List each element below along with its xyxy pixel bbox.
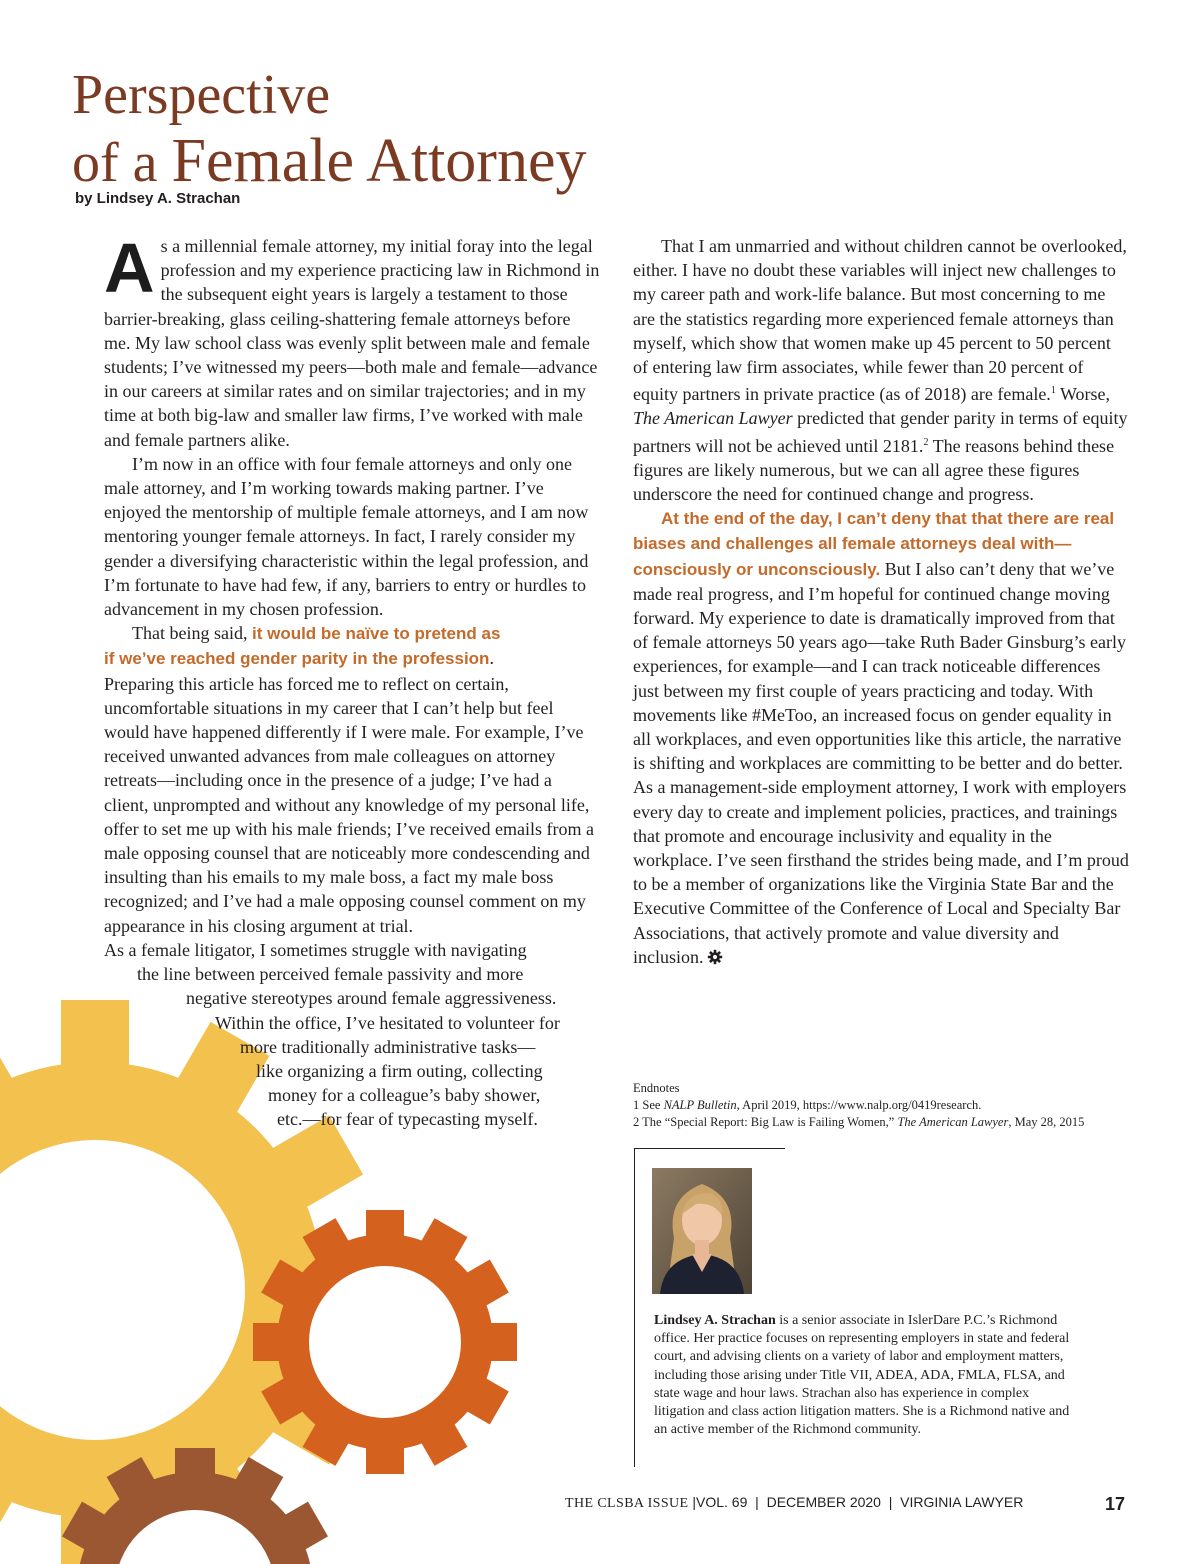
wrap-line: etc.—for fear of typecasting myself. xyxy=(277,1109,538,1130)
page-footer xyxy=(565,1494,1023,1512)
paragraph xyxy=(633,506,1129,969)
footer-separator: | xyxy=(692,1494,696,1510)
paragraph xyxy=(633,234,1129,506)
wrap-line: money for a colleague’s baby shower, xyxy=(268,1085,541,1106)
byline: by Lindsey A. Strachan xyxy=(75,190,241,207)
footer-volume: VOL. 69 xyxy=(696,1494,748,1510)
bio-text: is a senior associate in IslerDare P.C.’s Richmond office. Her practice focuses on representing employers in state and federal court, and advising clients on a variety of labor and employment matters, including those arising under Title VII, ADEA, ADA, FMLA, FLSA, and state wage and hour laws. Strachan also has experience in complex litigation and class action litigation matters. She is a Richmond native and an active member of the Richmond community. xyxy=(654,1313,1070,1438)
footer-date: DECEMBER 2020 xyxy=(766,1494,881,1510)
paragraph-text: s a millennial female attorney, my initial foray into the legal profession and my experience practicing law in Richmond in the subsequent eight years is largely a testament to those barrier-breaking, glass ceiling-shattering female attorneys before me. My law school class was evenly split between male and female students; I’ve witnessed my peers—both male and female—advance in our careers at similar rates and on similar trajectories; and in my time at both big-law and smaller law firms, I’ve worked with male and female partners alike. xyxy=(104,236,600,450)
footer-separator: | xyxy=(755,1494,759,1510)
publication-name: The American Lawyer xyxy=(633,408,793,429)
author-photo xyxy=(652,1168,752,1294)
title-line-1: Perspective xyxy=(72,64,331,126)
paragraph-text: That I am unmarried and without children cannot be overlooked, either. I have no doubt these variables will inject new challenges to my career path and work-life balance. But most concerning to me are the statistics regarding more experienced female attorneys than myself, which show that women make up 45 percent to 50 percent of entering law firm associates, while fewer than 20 percent of equity partners in private practice (as of 2018) are female. xyxy=(633,236,1127,405)
endnote-text: , May 28, 2015 xyxy=(1008,1115,1085,1129)
pull-highlight: if we’ve reached gender parity in the profession xyxy=(104,649,490,669)
footnote-ref[interactable]: 2 xyxy=(923,436,929,448)
paragraph-text: I’m now in an office with four female attorneys and only one male attorney, and I’m working towards making partner. I’ve enjoyed the mentorship of multiple female attorneys, and I am now mentoring younger female attorneys. In fact, I rarely consider my gender a diversifying characteristic within the legal profession, and I’m fortunate to have had few, if any, barriers to entry or hurdles to advancement in my chosen profession. xyxy=(104,453,589,620)
endnote-2 xyxy=(633,1114,1084,1131)
paragraph-text: predicted that gender parity in terms of equity partners will not be achieved until 2181. xyxy=(633,408,1128,456)
endnote-1 xyxy=(633,1097,1084,1114)
endnotes xyxy=(633,1080,1084,1131)
footer-issue: THE CLSBA ISSUE xyxy=(565,1496,689,1511)
paragraph xyxy=(104,229,600,452)
wrap-line: more traditionally administrative tasks— xyxy=(240,1036,536,1057)
right-column xyxy=(633,234,1129,969)
pull-highlight: it would be naïve to pretend as xyxy=(251,624,501,644)
title-line-2-main: Female Attorney xyxy=(171,127,587,195)
endnote-text: 2 The “Special Report: Big Law is Failing Women,” xyxy=(633,1115,898,1129)
paragraph xyxy=(104,621,600,938)
paragraph-text: But I also can’t deny that we’ve made real progress, and I’m hopeful for continued change moving forward. My experience to date is dramatically improved from that of female attorneys 50 years ago—take Ruth Bader Ginsburg’s early experiences, for example—and I can track noticeable differences just between my first couple of years practicing and today. With movements like #MeToo, an increased focus on gender equality in all workplaces, and even opportunities like this article, the narrative is shifting and workplaces are committing to be better and do better. As a management-side employment attorney, I work with employers every day to create and implement policies, practices, and trainings that promote and encourage inclusivity and equality in the workplace. I’ve seen firsthand the strides being made, and I’m proud to be a member of organizations like the Virginia State Bar and the Executive Committee of the Conference of Local and Specialty Bar Associations, that actively promote and value diversity and inclusion. xyxy=(633,558,1129,967)
title-line-2-prefix: of a xyxy=(72,132,172,194)
endnote-publication: NALP Bulletin xyxy=(663,1098,737,1112)
drop-cap: A xyxy=(104,229,155,307)
wrap-line: negative stereotypes around female aggressiveness. xyxy=(186,988,557,1009)
paragraph-text: That being said, xyxy=(132,623,252,644)
paragraph-text: Worse, xyxy=(1055,384,1111,405)
endnote-text: 1 See xyxy=(633,1098,664,1112)
footnote-ref[interactable]: 1 xyxy=(1050,385,1056,397)
end-gear-icon xyxy=(707,949,723,965)
endnote-publication: The American Lawyer xyxy=(897,1115,1009,1129)
endnote-text[interactable]: , April 2019, https://www.nalp.org/0419research. xyxy=(736,1098,982,1112)
wrap-line: like organizing a firm outing, collecting xyxy=(256,1060,543,1081)
wrap-line: As a female litigator, I sometimes struggle with navigating xyxy=(104,939,527,960)
wrap-line: Within the office, I’ve hesitated to volunteer for xyxy=(215,1012,560,1033)
footer-magazine: VIRGINIA LAWYER xyxy=(900,1494,1024,1510)
gear-wrapped-text xyxy=(104,938,600,1132)
author-bio xyxy=(654,1312,1074,1439)
paragraph xyxy=(104,452,600,621)
paragraph-text: The reasons behind these figures are likely numerous, but we can all agree these figures underscore the need for continued change and progress. xyxy=(633,435,1115,505)
paragraph-text: . xyxy=(489,648,494,669)
author-name: Lindsey A. Strachan xyxy=(654,1313,776,1328)
left-column xyxy=(104,229,600,1132)
article-title xyxy=(72,62,586,196)
wrap-line: the line between perceived female passivity and more xyxy=(137,964,524,985)
endnotes-heading: Endnotes xyxy=(633,1081,680,1095)
paragraph-text: Preparing this article has forced me to reflect on certain, uncomfortable situations in my career that I can’t help but feel would have happened differently if I were male. For example, I’ve received unwanted advances from male colleagues on attorney retreats—including once in the presence of a judge; I’ve had a client, unprompted and without any knowledge of my personal life, offer to set me up with his male friends; I’ve received emails from a male opposing counsel that are noticeably more condescending and insulting than his emails to my male boss, a fact my male boss recognized; and I’ve had a male opposing counsel comment on my appearance in his closing argument at trial. xyxy=(104,673,594,936)
page-number: 17 xyxy=(1105,1494,1126,1514)
pull-highlight: At the end of the day, I can’t deny that that there are real biases and challenges all female attorneys deal with—consciously or unconsciously. xyxy=(633,509,1115,579)
footer-separator: | xyxy=(888,1494,893,1510)
